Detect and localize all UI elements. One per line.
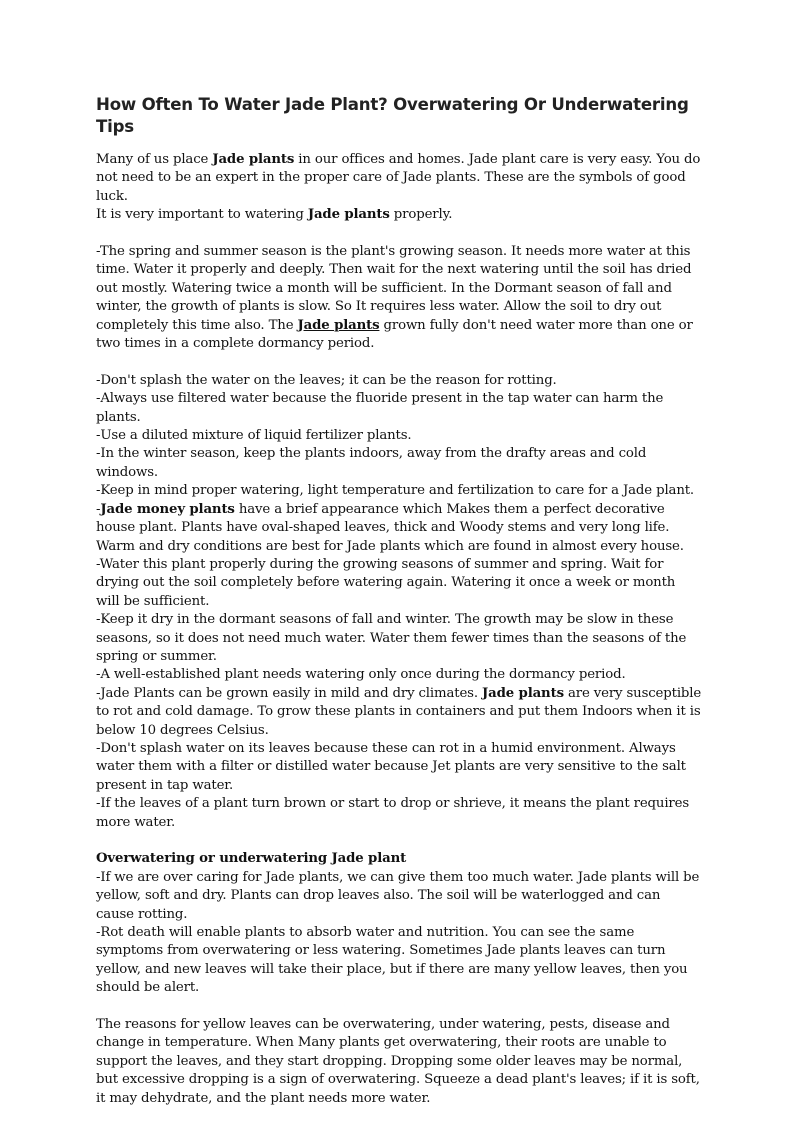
jade-plants-keyword: Jade plants xyxy=(212,152,295,167)
jade-plants-keyword: Jade plants xyxy=(307,207,390,223)
tip-dash: - xyxy=(96,501,101,517)
intro-text: Many of us place xyxy=(96,152,213,167)
tip-item: -Don't splash the water on the leaves; it can be the reason for rotting. xyxy=(96,372,557,388)
reasons-paragraph: The reasons for yellow leaves can be overwatering, under watering, pests, disease and change in temperature. When Many plants get overwatering, their roots are unable to support the leaves, and they start dropping. Dropping some older leaves may be normal, but excessive dropping is a sign of overwatering. Squeeze a dead plant's leaves; if it is soft, it may dehydrate, and the plant needs more water. xyxy=(96,1017,700,1106)
section-heading: Overwatering or underwatering Jade plant xyxy=(96,851,407,867)
tip-item: -Always use filtered water because the fluoride present in the tap water can harm the plants. xyxy=(96,391,664,425)
tip-item: -Use a diluted mixture of liquid fertilizer plants. xyxy=(96,428,412,444)
season-text: -The spring and summer season is the plant's growing season. It needs more water at this time. Water it properly and deeply. Then wait for the next watering until the soil has dried out mostly. Watering twice a month will be sufficient. In the Dormant season of fall and winter, the growth of plants is slow. So It requires less water. Allow the soil to dry out completely this time also. The xyxy=(96,244,692,333)
tip-item xyxy=(96,685,702,740)
intro-paragraph xyxy=(96,151,702,206)
tip-item: -Keep in mind proper watering, light temperature and fertilization to care for a Jade plant. xyxy=(96,483,695,499)
tip-item: -If the leaves of a plant turn brown or start to drop or shrieve, it means the plant requires more water. xyxy=(96,796,690,830)
tip-text: have a brief appearance which Makes them a perfect decorative house plant. Plants have oval-shaped leaves, thick and Woody stems and very long life. Warm and dry conditions are best for Jade plants which are found in almost every house. xyxy=(96,501,684,554)
spacer xyxy=(96,225,702,243)
page-title: How Often To Water Jade Plant? Overwatering Or Underwatering Tips xyxy=(96,95,689,136)
tip-item: -Keep it dry in the dormant seasons of fall and winter. The growth may be slow in these seasons, so it does not need much water. Water them fewer times than the seasons of the spring or summer. xyxy=(96,612,687,664)
tip-item xyxy=(96,501,702,556)
season-text: grown fully don't need water more than one or two times in a complete dormancy period. xyxy=(96,317,693,352)
intro-text: properly. xyxy=(389,207,453,223)
document-page xyxy=(96,94,702,1108)
spacer xyxy=(96,353,702,371)
season-paragraph xyxy=(96,243,702,353)
tip-item: -A well-established plant needs watering only once during the dormancy period. xyxy=(96,667,626,683)
spacer xyxy=(96,998,702,1016)
overwatering-paragraph: -Rot death will enable plants to absorb water and nutrition. You can see the same symptoms from overwatering or less watering. Sometimes Jade plants leaves can turn yellow, and new leaves will take their place, but if there are many yellow leaves, then you should be alert. xyxy=(96,925,688,996)
tip-item: -Water this plant properly during the growing seasons of summer and spring. Wait for drying out the soil completely before watering again. Watering it once a week or month will be sufficient. xyxy=(96,556,676,609)
intro-text: in our offices and homes. Jade plant care is very easy. You do not need to be an expert in the proper care of Jade plants. These are the symbols of good luck. xyxy=(96,152,701,204)
tip-item: -In the winter season, keep the plants indoors, away from the drafty areas and cold windows. xyxy=(96,446,647,480)
overwatering-paragraph: -If we are over caring for Jade plants, we can give them too much water. Jade plants will be yellow, soft and dry. Plants can drop leaves also. The soil will be waterlogged and can cause rotting. xyxy=(96,869,700,922)
spacer xyxy=(96,832,702,850)
jade-plants-link[interactable]: Jade plants xyxy=(297,317,380,333)
intro-paragraph-2 xyxy=(96,206,702,224)
tip-item: -Don't splash water on its leaves because these can rot in a humid environment. Always water them with a filter or distilled water because Jet plants are very sensitive to the salt present in tap water. xyxy=(96,740,686,793)
intro-text: It is very important to watering xyxy=(96,207,308,223)
tip-text: are very susceptible to rot and cold damage. To grow these plants in containers and put them Indoors when it is below 10 degrees Celsius. xyxy=(96,685,702,738)
tip-text: -Jade Plants can be grown easily in mild and dry climates. xyxy=(96,685,482,701)
jade-money-plants-keyword: Jade money plants xyxy=(100,501,235,517)
jade-plants-keyword: Jade plants xyxy=(482,685,564,701)
